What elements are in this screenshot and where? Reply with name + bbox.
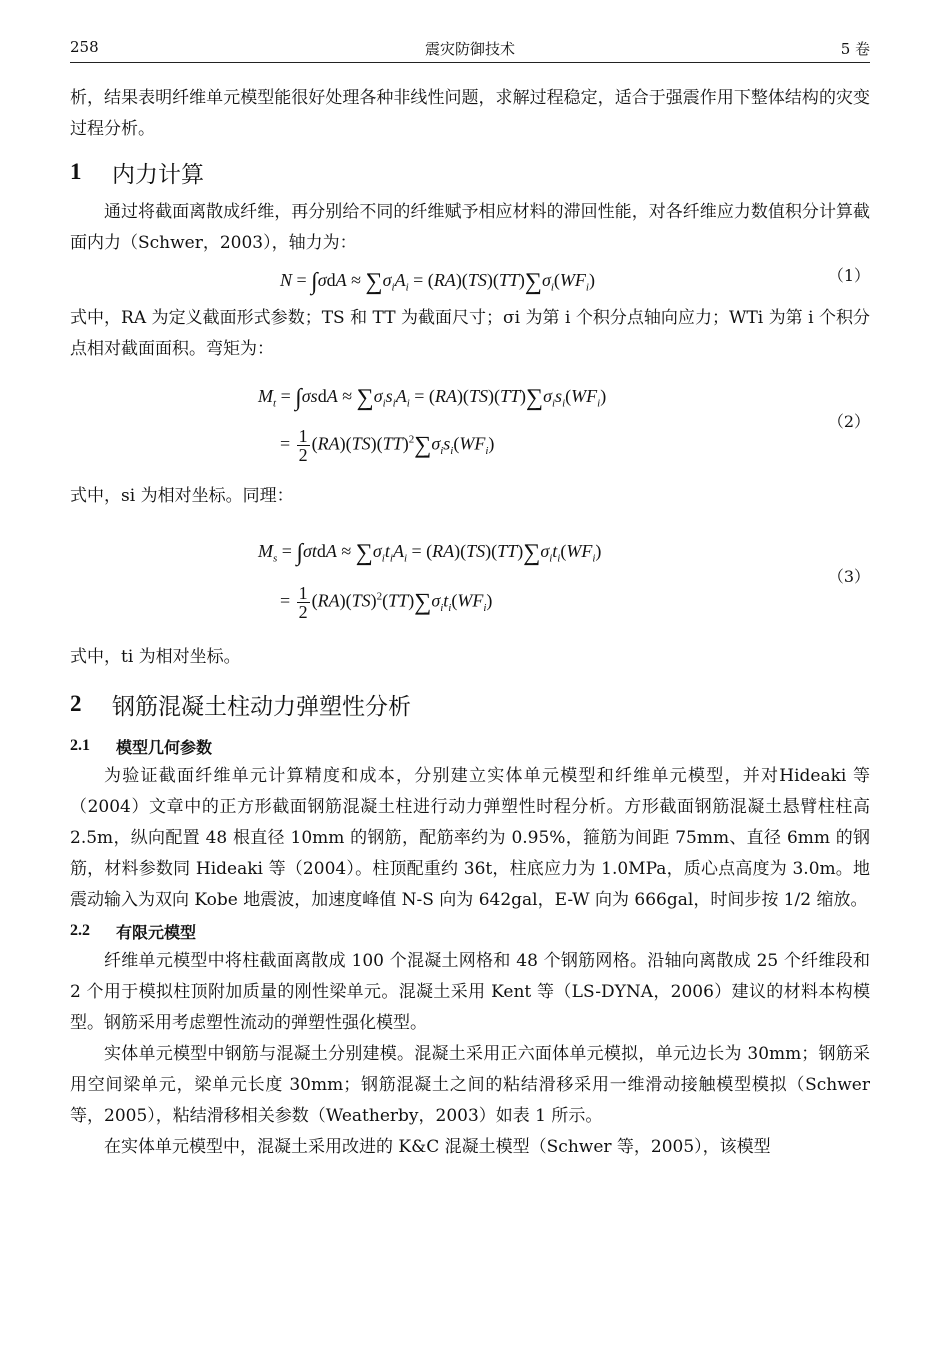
section-number: 2: [70, 691, 82, 716]
section-1-heading: [70, 153, 870, 191]
subsection-2-1-paragraph: 为验证截面纤维单元计算精度和成本，分别建立实体单元模型和纤维单元模型，并对Hideaki 等（2004）文章中的正方形截面钢筋混凝土柱进行动力弹塑性时程分析。方形截面钢筋混凝土悬臂柱柱高 2.5m，纵向配置 48 根直径 10mm 的钢筋，配筋率约为 0.95%，箍筋为间距 75mm、直径 6mm 的钢筋，材料参数同 Hideaki 等（2004）。柱顶配重约 36t，柱底应力为 1.0MPa，质心点高度为 3.0m。地震动输入为双向 Kobe 地震波，加速度峰值 N-S 向为 642gal，E-W 向为 666gal，时间步按 1/2 缩放。: [70, 766, 870, 910]
page-header: [70, 30, 870, 63]
subsection-2-2-paragraph-3: 在实体单元模型中，混凝土采用改进的 K&C 混凝土模型（Schwer 等，2005），该模型: [104, 1137, 771, 1157]
volume-label: 5 卷: [840, 40, 870, 58]
section-1-paragraph-4: 式中，ti 为相对坐标。: [70, 647, 241, 667]
equation-number: （3）: [827, 567, 870, 586]
subsection-2-2-paragraph-2: 实体单元模型中钢筋与混凝土分别建模。混凝土采用正六面体单元模拟，单元边长为 30mm；钢筋采用空间梁单元，梁单元长度 30mm；钢筋混凝土之间的粘结滑移采用一维滑动接触模型模拟（Schwer 等，2005），粘结滑移相关参数（Weatherby，2003）如表 1 所示。: [70, 1044, 870, 1126]
subsection-title: 有限元模型: [116, 922, 197, 942]
subsection-2-2-paragraph-1: 纤维单元模型中将柱截面离散成 100 个混凝土网格和 48 个钢筋网格。沿轴向离散成 25 个纤维段和 2 个用于模拟柱顶附加质量的刚性梁单元。混凝土采用 Kent 等（LS-DYNA，2006）建议的材料本构模型。钢筋采用考虑塑性流动的弹塑性强化模型。: [70, 951, 870, 1033]
section-1-paragraph-3: 式中，si 为相对坐标。同理：: [70, 486, 294, 506]
section-2-heading: [70, 685, 870, 723]
subsection-title: 模型几何参数: [116, 737, 213, 757]
section-number: 1: [70, 159, 82, 184]
section-title: 钢筋混凝土柱动力弹塑性分析: [112, 693, 411, 720]
page-number: 258: [70, 38, 99, 56]
equation-3: $M_s = \int\sigma tdA \approx \sum\sigma_it_iA_i = (RA)(TS)(TT)\sum\sigma_it_i(WF_i)$ = $\frac{1}{2}$ $(RA)(TS)^2(TT)\sum\sigma_it_i(WF_i)$ （3）: [258, 540, 870, 622]
equation-2: $M_t = \int\sigma sdA \approx \sum\sigma_is_iA_i = (RA)(TS)(TT)\sum\sigma_is_i(WF_i)$ = $\frac{1}{2}$ $(RA)(TS)(TT)^2\sum\sigma_is_i(WF_i)$ （2）: [258, 385, 870, 465]
subsection-2-2-heading: [70, 916, 870, 946]
subsection-number: 2.1: [70, 737, 90, 754]
subsection-number: 2.2: [70, 922, 90, 939]
section-1-paragraph-2: 式中，RA 为定义截面形式参数；TS 和 TT 为截面尺寸；σi 为第 i 个积分点轴向应力；WTi 为第 i 个积分点相对截面面积。弯矩为：: [70, 308, 870, 359]
equation-number: （1）: [827, 266, 870, 285]
intro-paragraph: 析，结果表明纤维单元模型能很好处理各种非线性问题，求解过程稳定，适合于强震作用下整体结构的灾变过程分析。: [70, 88, 870, 139]
equation-number: （2）: [827, 412, 870, 431]
subsection-2-1-heading: [70, 731, 870, 761]
section-title: 内力计算: [112, 161, 204, 188]
section-1-paragraph-1: 通过将截面离散成纤维，再分别给不同的纤维赋予相应材料的滞回性能，对各纤维应力数值积分计算截面内力（Schwer，2003），轴力为：: [70, 202, 870, 253]
equation-1: $N = \int\sigma dA \approx \sum\sigma_iA_i = (RA)(TS)(TT)\sum\sigma_i(WF_i)$ （1）: [70, 259, 870, 303]
document-page: [70, 30, 870, 1163]
journal-name: 震灾防御技术: [424, 40, 515, 58]
